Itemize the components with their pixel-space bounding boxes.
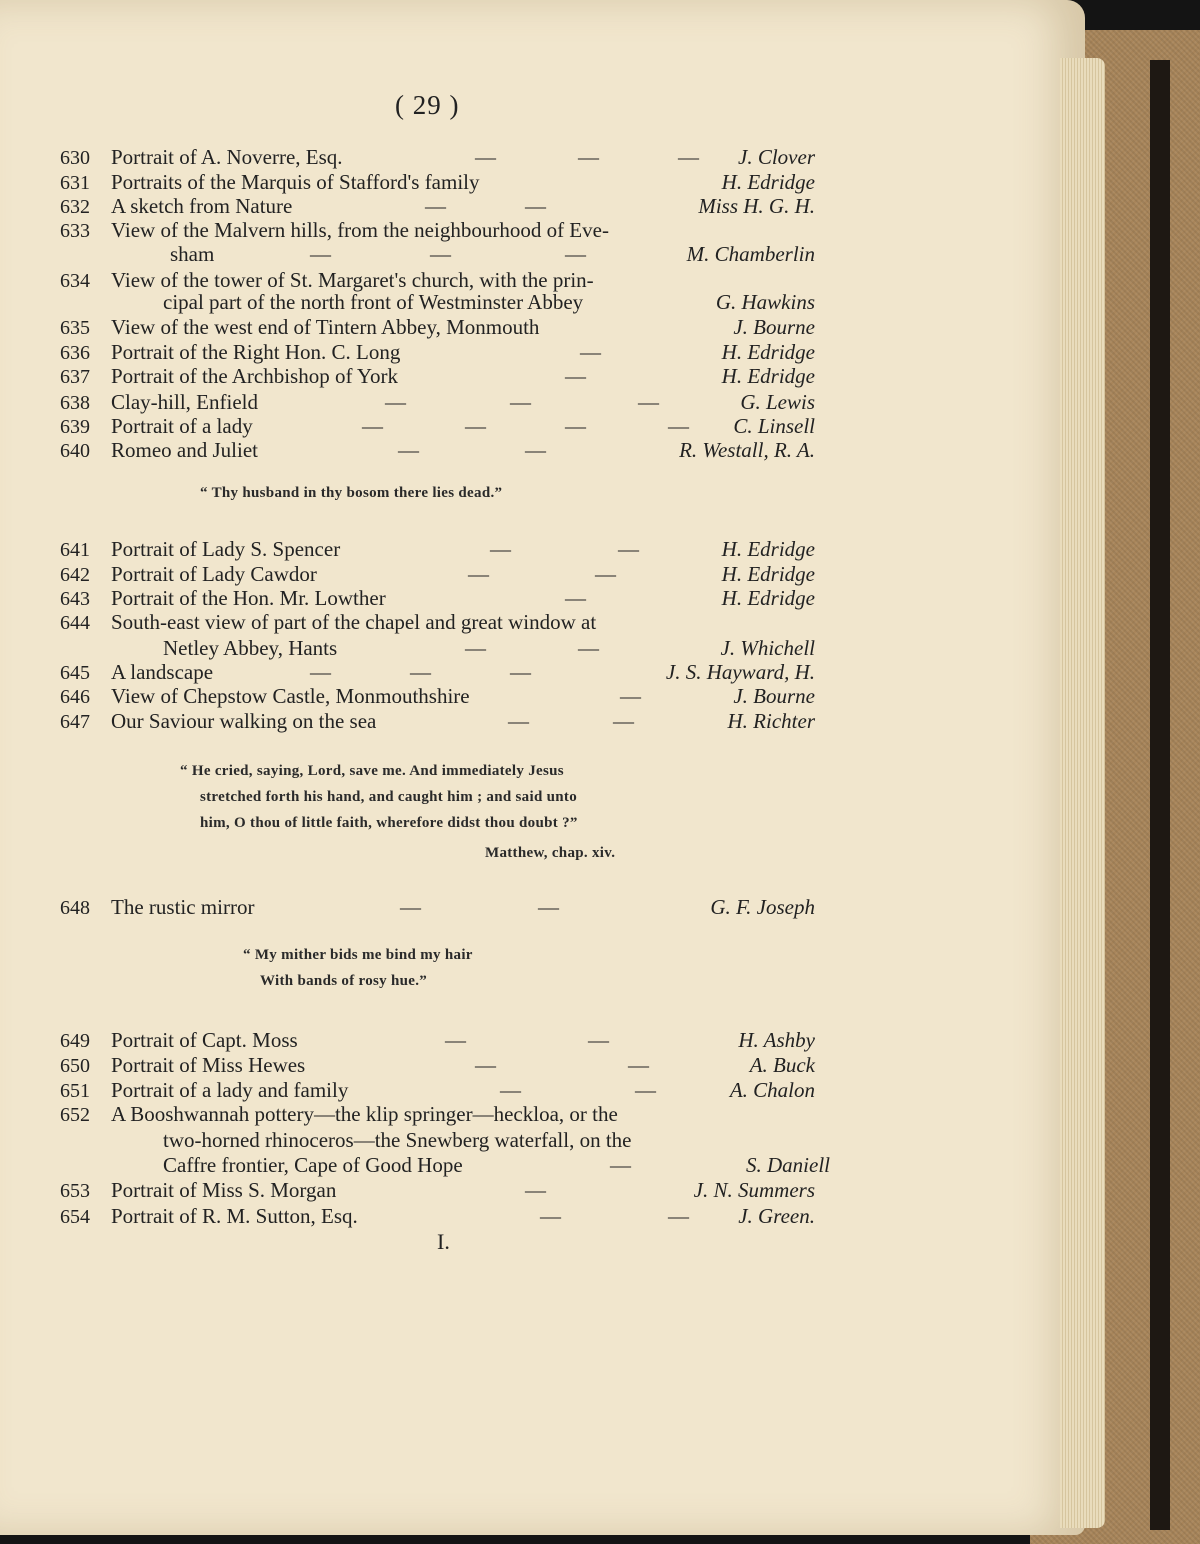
signature-mark: I. (437, 1229, 450, 1254)
entry-number: 647 (60, 711, 90, 733)
entry-row (0, 194, 1060, 220)
entry-number: 653 (60, 1180, 90, 1202)
leader-dash: — (310, 242, 331, 266)
entry-artist: G. Lewis (740, 390, 815, 414)
entry-artist: J. Bourne (733, 315, 815, 339)
entry-title: Portrait of Lady S. Spencer (111, 537, 341, 561)
entry-row (0, 390, 1060, 416)
entry-row (0, 1053, 1060, 1079)
leader-dash: — (613, 709, 634, 733)
entry-artist: J. Clover (738, 145, 815, 169)
leader-dash: — (362, 414, 383, 438)
leader-dash: — (578, 636, 599, 660)
entry-number: 645 (60, 662, 90, 684)
leader-dash: — (638, 390, 659, 414)
entry-row (0, 438, 1060, 464)
entry-title: Our Saviour walking on the sea (111, 709, 377, 733)
leader-dash: — (500, 1078, 521, 1102)
page-number: ( 29 ) (395, 90, 460, 120)
entry-number: 646 (60, 686, 90, 708)
leader-dash: — (618, 537, 639, 561)
entry-number: 641 (60, 539, 90, 561)
entry-artist: H. Edridge (721, 340, 815, 364)
entry-title: The rustic mirror (111, 895, 255, 919)
leader-dash: — (465, 636, 486, 660)
entry-number: 634 (60, 270, 90, 292)
entry-row (0, 242, 1060, 268)
entry-number: 633 (60, 220, 90, 242)
leader-dash: — (668, 1204, 689, 1228)
leader-dash: — (398, 438, 419, 462)
leader-dash: — (525, 438, 546, 462)
entry-row (0, 562, 1060, 588)
leader-dash: — (425, 194, 446, 218)
entry-title: Romeo and Juliet (111, 438, 258, 462)
leader-dash: — (490, 537, 511, 561)
entry-artist: J. Bourne (733, 684, 815, 708)
entry-row (0, 170, 1060, 196)
entry-number: 648 (60, 897, 90, 919)
entry-artist: H. Edridge (721, 537, 815, 561)
leader-dash: — (668, 414, 689, 438)
quote-647-line2: stretched forth his hand, and caught him ; and said unto (200, 789, 578, 805)
entry-row (0, 145, 1060, 171)
entry-number: 654 (60, 1206, 90, 1228)
entry-row (0, 684, 1060, 710)
entry-number: 649 (60, 1030, 90, 1052)
entry-652-line3: Caffre frontier, Cape of Good Hope (163, 1153, 463, 1177)
entry-artist: R. Westall, R. A. (679, 438, 815, 462)
leader-dash: — (385, 390, 406, 414)
entry-652 (0, 1102, 1060, 1128)
entry-row (0, 1078, 1060, 1104)
leader-dash: — (445, 1028, 466, 1052)
entry-number: 642 (60, 564, 90, 586)
entry-number: 630 (60, 147, 90, 169)
leader-dash: — (628, 1053, 649, 1077)
leader-dash: — (565, 586, 586, 610)
leader-dash: — (538, 895, 559, 919)
entry-row (0, 610, 1060, 636)
entry-artist: H. Edridge (721, 364, 815, 388)
leader-dash: — (410, 660, 431, 684)
entry-artist: J. N. Summers (693, 1178, 815, 1202)
binding-gap (1150, 60, 1170, 1530)
entry-artist: H. Edridge (721, 170, 815, 194)
entry-title: South-east view of part of the chapel and great window at (111, 610, 597, 634)
entry-number: 632 (60, 196, 90, 218)
leader-dash: — (468, 562, 489, 586)
entry-artist: J. S. Hayward, H. (665, 660, 815, 684)
entry-artist: G. Hawkins (715, 290, 815, 314)
leader-dash: — (510, 390, 531, 414)
leader-dash: — (508, 709, 529, 733)
entry-652-line2: two-horned rhinoceros—the Snewberg waterfall, on the (163, 1128, 632, 1152)
entry-number: 640 (60, 440, 90, 462)
quote-648-line1: “ My mither bids me bind my hair (243, 947, 473, 963)
entry-title: Portrait of the Hon. Mr. Lowther (111, 586, 386, 610)
leader-dash: — (578, 145, 599, 169)
quote-647-line1: “ He cried, saying, Lord, save me. And immediately Jesus (180, 763, 564, 779)
entry-title: View of the tower of St. Margaret's church, with the prin- (111, 268, 594, 292)
entry-row (0, 895, 1060, 921)
leader-dash: — (620, 684, 641, 708)
entry-artist: Miss H. G. H. (698, 194, 815, 218)
entry-number: 650 (60, 1055, 90, 1077)
entry-title: Portrait of a lady (111, 414, 253, 438)
leader-dash: — (525, 1178, 546, 1202)
entry-652-artist: S. Daniell (746, 1153, 830, 1177)
entry-artist: A. Buck (749, 1053, 815, 1077)
entry-row (0, 709, 1060, 735)
entry-row (0, 218, 1060, 244)
leader-dash: — (678, 145, 699, 169)
entry-row (0, 1178, 1060, 1204)
quote-647-source: Matthew, chap. xiv. (485, 845, 616, 861)
quote-648-line2: With bands of rosy hue.” (260, 973, 428, 989)
leader-dash: — (580, 340, 601, 364)
leader-dash: — (430, 242, 451, 266)
entry-title: View of the Malvern hills, from the neighbourhood of Eve- (111, 218, 609, 242)
leader-dash: — (565, 414, 586, 438)
entry-title: View of the west end of Tintern Abbey, Monmouth (111, 315, 540, 339)
quote-640: “ Thy husband in thy bosom there lies dead.” (200, 485, 503, 501)
entry-title: sham (170, 242, 215, 266)
leader-dash: — (588, 1028, 609, 1052)
entry-row (0, 636, 1060, 662)
entry-number: 651 (60, 1080, 90, 1102)
entry-number: 652 (60, 1104, 90, 1126)
entry-row (0, 537, 1060, 563)
leader-dash: — (525, 194, 546, 218)
entry-number: 638 (60, 392, 90, 414)
entry-artist: M. Chamberlin (686, 242, 815, 266)
leader-dash: — (635, 1078, 656, 1102)
entry-artist: C. Linsell (733, 414, 815, 438)
entry-artist: G. F. Joseph (710, 895, 815, 919)
leader-dash: — (310, 660, 331, 684)
entry-title: Portrait of Capt. Moss (111, 1028, 298, 1052)
leader-dash: — (510, 660, 531, 684)
entry-row (0, 1028, 1060, 1054)
page-edges (1060, 58, 1105, 1528)
leader-dash: — (565, 242, 586, 266)
entry-title: Portrait of a lady and family (111, 1078, 349, 1102)
entry-row (0, 1204, 1060, 1230)
entry-652-dash: — (610, 1153, 631, 1177)
entry-title: A Booshwannah pottery—the klip springer—heckloa, or the (111, 1102, 618, 1126)
entry-row (0, 586, 1060, 612)
entry-row (0, 315, 1060, 341)
leader-dash: — (465, 414, 486, 438)
entry-title: Portrait of the Archbishop of York (111, 364, 398, 388)
entry-number: 637 (60, 366, 90, 388)
entry-row (0, 364, 1060, 390)
entry-row (0, 660, 1060, 686)
entry-title: Portrait of the Right Hon. C. Long (111, 340, 401, 364)
entry-artist: H. Richter (727, 709, 815, 733)
quote-647-line3: him, O thou of little faith, wherefore didst thou doubt ?” (200, 815, 578, 831)
leader-dash: — (475, 1053, 496, 1077)
entry-title: cipal part of the north front of Westminster Abbey (163, 290, 584, 314)
entry-row (0, 340, 1060, 366)
entry-number: 644 (60, 612, 90, 634)
entry-artist: J. Green. (738, 1204, 815, 1228)
leader-dash: — (475, 145, 496, 169)
entry-artist: J. Whichell (720, 636, 815, 660)
entry-title: Netley Abbey, Hants (163, 636, 338, 660)
entry-row (0, 414, 1060, 440)
entry-artist: H. Edridge (721, 586, 815, 610)
entry-title: Portrait of A. Noverre, Esq. (111, 145, 343, 169)
entry-title: Portrait of Lady Cawdor (111, 562, 317, 586)
entry-number: 635 (60, 317, 90, 339)
entry-row (0, 290, 1060, 316)
entry-number: 643 (60, 588, 90, 610)
entry-title: A sketch from Nature (111, 194, 293, 218)
leader-dash: — (540, 1204, 561, 1228)
entry-artist: H. Edridge (721, 562, 815, 586)
entry-title: Portrait of Miss Hewes (111, 1053, 306, 1077)
entry-title: Portrait of R. M. Sutton, Esq. (111, 1204, 358, 1228)
entry-title: A landscape (111, 660, 214, 684)
entry-number: 639 (60, 416, 90, 438)
entry-title: Portrait of Miss S. Morgan (111, 1178, 337, 1202)
leader-dash: — (400, 895, 421, 919)
entry-title: Portraits of the Marquis of Stafford's family (111, 170, 480, 194)
entry-number: 631 (60, 172, 90, 194)
leader-dash: — (595, 562, 616, 586)
entry-title: Clay-hill, Enfield (111, 390, 258, 414)
entry-title: View of Chepstow Castle, Monmouthshire (111, 684, 470, 708)
leader-dash: — (565, 364, 586, 388)
entry-artist: A. Chalon (729, 1078, 815, 1102)
entry-number: 636 (60, 342, 90, 364)
entry-artist: H. Ashby (738, 1028, 815, 1052)
